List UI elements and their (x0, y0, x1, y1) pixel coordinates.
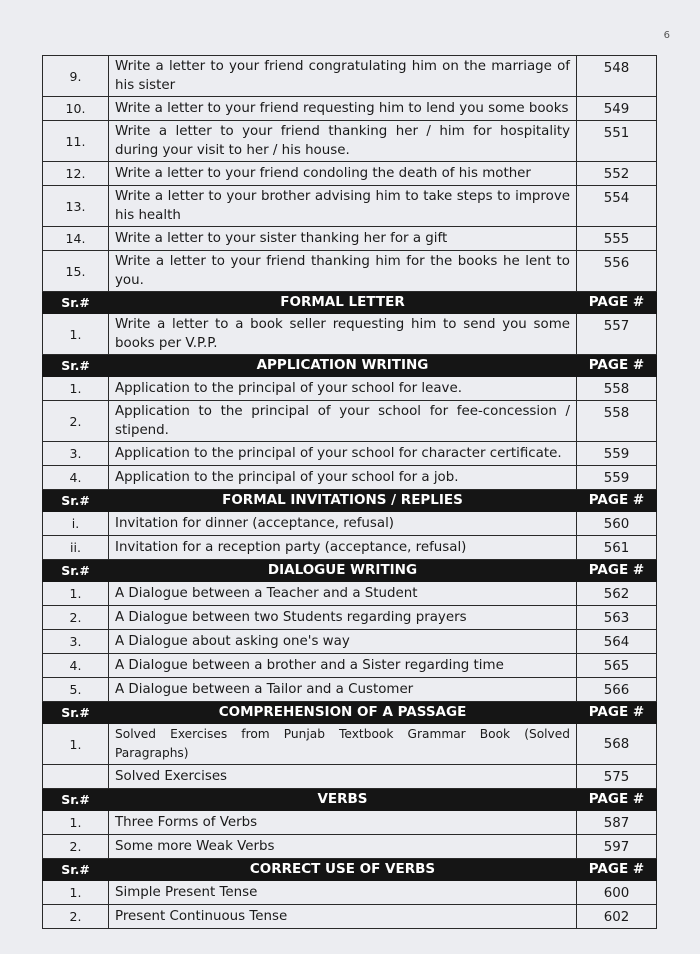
serial-number: 5. (43, 678, 109, 702)
page-number: 587 (577, 811, 657, 835)
table-row (43, 678, 657, 702)
table-row (43, 56, 657, 97)
page-number: 561 (577, 536, 657, 560)
table-row (43, 227, 657, 251)
page-number: 602 (577, 905, 657, 929)
entry-title: Some more Weak Verbs (109, 835, 577, 859)
page-number: 575 (577, 765, 657, 789)
page-number: 548 (577, 56, 657, 97)
page-number: 566 (577, 678, 657, 702)
entry-title: Write a letter to your brother advising him to take steps to improve his health (109, 186, 577, 227)
serial-number: 14. (43, 227, 109, 251)
entry-title: Application to the principal of your school for leave. (109, 377, 577, 401)
entry-title: Write a letter to your sister thanking her for a gift (109, 227, 577, 251)
section-page-label: PAGE # (577, 355, 657, 377)
section-heading: DIALOGUE WRITING (109, 560, 577, 582)
page-number: 554 (577, 186, 657, 227)
section-page-label: PAGE # (577, 789, 657, 811)
serial-number: 1. (43, 582, 109, 606)
page-number: 557 (577, 314, 657, 355)
entry-title: A Dialogue between a Teacher and a Student (109, 582, 577, 606)
page-number: 559 (577, 466, 657, 490)
page-number: 552 (577, 162, 657, 186)
table-row (43, 606, 657, 630)
entry-title: Present Continuous Tense (109, 905, 577, 929)
table-row (43, 314, 657, 355)
table-row (43, 512, 657, 536)
table-row (43, 724, 657, 765)
table-row (43, 162, 657, 186)
page-number: 549 (577, 97, 657, 121)
section-page-label: PAGE # (577, 702, 657, 724)
table-row (43, 377, 657, 401)
entry-title: Three Forms of Verbs (109, 811, 577, 835)
entry-title: Application to the principal of your school for character certificate. (109, 442, 577, 466)
section-heading: APPLICATION WRITING (109, 355, 577, 377)
page-number: 563 (577, 606, 657, 630)
section-sr-label: Sr.# (43, 789, 109, 811)
section-header (43, 560, 657, 582)
section-header (43, 702, 657, 724)
table-row (43, 905, 657, 929)
section-page-label: PAGE # (577, 292, 657, 314)
page-number: 568 (577, 724, 657, 765)
entry-title: Application to the principal of your school for a job. (109, 466, 577, 490)
serial-number: 13. (43, 186, 109, 227)
entry-title: Solved Exercises (109, 765, 577, 789)
entry-title: A Dialogue between a brother and a Sister regarding time (109, 654, 577, 678)
section-page-label: PAGE # (577, 560, 657, 582)
page-number: 556 (577, 251, 657, 292)
serial-number: 1. (43, 881, 109, 905)
page-number: 560 (577, 512, 657, 536)
page-number: 551 (577, 121, 657, 162)
serial-number: 2. (43, 905, 109, 929)
entry-title: A Dialogue about asking one's way (109, 630, 577, 654)
table-row (43, 401, 657, 442)
serial-number: 1. (43, 811, 109, 835)
serial-number: 4. (43, 466, 109, 490)
serial-number: 9. (43, 56, 109, 97)
serial-number (43, 765, 109, 789)
table-row (43, 97, 657, 121)
table-row (43, 582, 657, 606)
entry-title: Invitation for dinner (acceptance, refusal) (109, 512, 577, 536)
entry-title: Write a letter to your friend condoling the death of his mother (109, 162, 577, 186)
table-row (43, 442, 657, 466)
serial-number: ii. (43, 536, 109, 560)
page-number: 565 (577, 654, 657, 678)
serial-number: 1. (43, 724, 109, 765)
table-row (43, 654, 657, 678)
entry-title: Invitation for a reception party (acceptance, refusal) (109, 536, 577, 560)
section-heading: FORMAL LETTER (109, 292, 577, 314)
serial-number: 1. (43, 377, 109, 401)
page-number: 562 (577, 582, 657, 606)
serial-number: 4. (43, 654, 109, 678)
page-number: 597 (577, 835, 657, 859)
serial-number: 2. (43, 401, 109, 442)
serial-number: 2. (43, 835, 109, 859)
entry-title: Write a letter to a book seller requesting him to send you some books per V.P.P. (109, 314, 577, 355)
serial-number: 1. (43, 314, 109, 355)
section-heading: COMPREHENSION OF A PASSAGE (109, 702, 577, 724)
entry-title: Simple Present Tense (109, 881, 577, 905)
section-heading: FORMAL INVITATIONS / REPLIES (109, 490, 577, 512)
section-header (43, 490, 657, 512)
table-row (43, 251, 657, 292)
section-page-label: PAGE # (577, 859, 657, 881)
serial-number: 2. (43, 606, 109, 630)
section-header (43, 292, 657, 314)
table-row (43, 186, 657, 227)
page-marker: 6 (663, 30, 670, 41)
section-header (43, 355, 657, 377)
page-number: 558 (577, 401, 657, 442)
section-header (43, 859, 657, 881)
section-header (43, 789, 657, 811)
serial-number: 3. (43, 630, 109, 654)
serial-number: 10. (43, 97, 109, 121)
page-number: 564 (577, 630, 657, 654)
table-row (43, 630, 657, 654)
table-row (43, 121, 657, 162)
entry-title: A Dialogue between two Students regarding prayers (109, 606, 577, 630)
entry-title: Application to the principal of your school for fee-concession / stipend. (109, 401, 577, 442)
contents-table (42, 55, 657, 929)
section-sr-label: Sr.# (43, 292, 109, 314)
page-number: 555 (577, 227, 657, 251)
table-row (43, 811, 657, 835)
table-row (43, 765, 657, 789)
entry-title: Write a letter to your friend requesting him to lend you some books (109, 97, 577, 121)
section-heading: CORRECT USE OF VERBS (109, 859, 577, 881)
entry-title: Write a letter to your friend thanking her / him for hospitality during your visit to her / his house. (109, 121, 577, 162)
page-number: 600 (577, 881, 657, 905)
section-heading: VERBS (109, 789, 577, 811)
section-sr-label: Sr.# (43, 859, 109, 881)
section-sr-label: Sr.# (43, 355, 109, 377)
serial-number: 11. (43, 121, 109, 162)
section-sr-label: Sr.# (43, 702, 109, 724)
entry-title: A Dialogue between a Tailor and a Customer (109, 678, 577, 702)
serial-number: i. (43, 512, 109, 536)
table-row (43, 466, 657, 490)
serial-number: 15. (43, 251, 109, 292)
section-page-label: PAGE # (577, 490, 657, 512)
page-number: 558 (577, 377, 657, 401)
serial-number: 12. (43, 162, 109, 186)
page-number: 559 (577, 442, 657, 466)
section-sr-label: Sr.# (43, 560, 109, 582)
table-row (43, 881, 657, 905)
entry-title: Write a letter to your friend thanking him for the books he lent to you. (109, 251, 577, 292)
contents-body (43, 56, 657, 929)
serial-number: 3. (43, 442, 109, 466)
table-row (43, 835, 657, 859)
entry-title: Solved Exercises from Punjab Textbook Grammar Book (Solved Paragraphs) (109, 724, 577, 765)
table-row (43, 536, 657, 560)
entry-title: Write a letter to your friend congratulating him on the marriage of his sister (109, 56, 577, 97)
section-sr-label: Sr.# (43, 490, 109, 512)
